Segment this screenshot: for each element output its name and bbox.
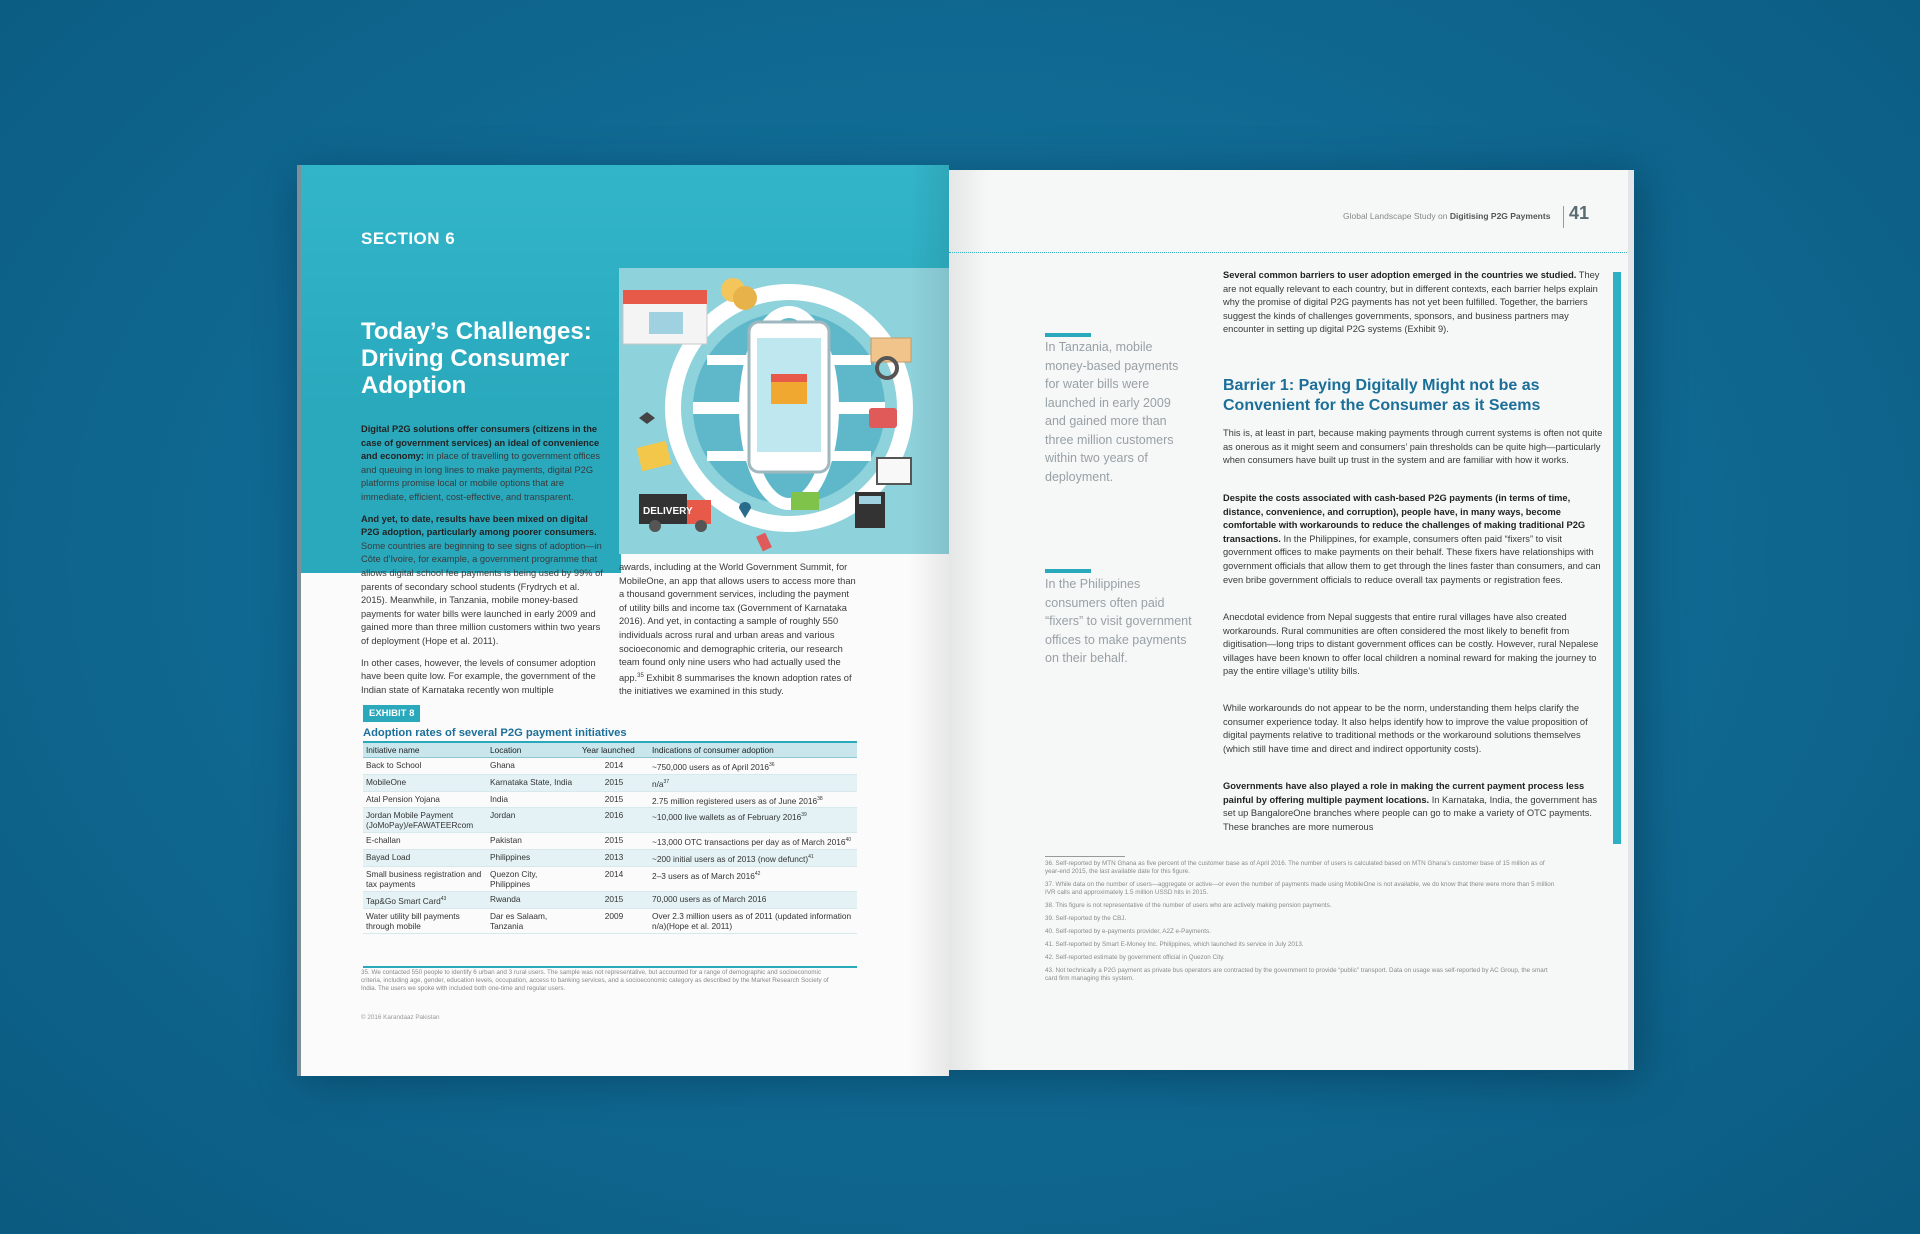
dotted-rule (949, 252, 1629, 253)
body-paragraph: While workarounds do not appear to be the norm, understanding them helps clarify the consumer experience today. It also helps identify how to improve the value proposition of digital payments relative to traditional methods or the workaround solutions themselves (which still have time and direct and indirect opportunity costs). (1223, 703, 1588, 754)
location: Pakistan (487, 833, 579, 850)
mobileone-paragraph: awards, including at the World Government Summit, for MobileOne, an app that allows users to access more than a thousand government services, including the payment of utility bills and income tax (Government of Karnataka 2016). And yet, in contacting a sample of roughly 550 individuals across rural and urban areas and various socioeconomic and demographic criteria, our research team found only nine users who had actually used the app. (619, 562, 856, 683)
header-divider (1563, 206, 1564, 228)
location: Dar es Salaam, Tanzania (487, 908, 579, 933)
column-header: Location (487, 742, 579, 758)
table-row (363, 808, 857, 833)
mixed-results-body: Some countries are beginning to see signs of adoption—in Côte d’Ivoire, for example, a government programme that allows digital school fee payments is being used by 99% of parents of secondary school students (Frydrych et al. 2015). Meanwhile, in Tanzania, mobile money-based payments for water bills were launched in early 2009 and gained more than three million customers within two years of deployment (Hope et al. 2011). (361, 540, 603, 646)
initiative-name: E-challan (363, 833, 487, 850)
table-row (363, 774, 857, 791)
footnote: 37. While data on the number of users—aggregate or active—or even the number of payments made using MobileOne is not available, we do know that there were more than 5 million IVR calls and approximately 1.5 million USSD hits in 2015. (1045, 881, 1555, 896)
title-line: Today’s Challenges: (361, 318, 592, 345)
adoption-indicator: ~10,000 live wallets as of February 2016$^{39}$ (649, 808, 857, 833)
body-paragraph: Anecdotal evidence from Nepal suggests that entire rural villages have also created workarounds. Rural communities are often considered the most likely to benefit from digitisation—long trips to distant government offices can be costly. However, rural Nepalese villages have been known to offer local children a nominal reward for making the journey to pay the entire village’s utility bills. (1223, 612, 1599, 677)
mail-icon (637, 441, 672, 472)
copyright: © 2016 Karandaaz Pakistan (361, 1014, 440, 1021)
left-page (297, 165, 949, 1076)
initiative-name: Jordan Mobile Payment (JoMoPay)/eFAWATEERcom (363, 808, 487, 833)
initiative-name: Small business registration and tax payments (363, 866, 487, 891)
page-number: 41 (1569, 203, 1590, 223)
initiative-name: Atal Pension Yojana (363, 791, 487, 808)
card-icon (869, 408, 897, 428)
pull-quote-bar (1045, 569, 1091, 573)
body-paragraph: Despite the costs associated with cash-based P2G payments (in terms of time, distance, convenience, and corruption), people have, in many ways, become comfortable with workarounds to reduce the challenges of making traditional P2G transactions. In the Philippines, for example, consumers often paid “fixers” to visit government offices to make payments on their behalf. These fixers have relationships with government officials that allow them to get through the lines faster than consumers, and can even bribe government officials to reduce overall tax payments or registration fees. (1223, 493, 1601, 585)
table-row (363, 866, 857, 891)
tag-icon (756, 533, 772, 552)
intro-lead: Digital P2G solutions offer consumers (citizens in the case of government services) an ideal of convenience and economy: (361, 424, 600, 462)
table-row (363, 791, 857, 808)
exhibit-tag: EXHIBIT 8 (363, 705, 420, 722)
adoption-indicator: Over 2.3 million users as of 2011 (updated information n/a)(Hope et al. 2011) (649, 908, 857, 933)
footnote: 36. Self-reported by MTN Ghana as five percent of the customer base as of April 2016. The number of users is calculated based on MTN Ghana’s customer base of 15 million as of year-end 2015, the last available date for this figure. (1045, 860, 1545, 875)
title-line: Adoption (361, 372, 467, 399)
title-line: Driving Consumer (361, 345, 570, 372)
pull-quote-bar (1045, 333, 1091, 337)
exhibit-reference: Exhibit 8 summarises the known adoption rates of the initiatives we examined in this study. (619, 672, 852, 697)
pull-quote: In Tanzania, mobile money-based payments for water bills were launched in early 2009 and gained more than three million customers within two years of deployment. (1045, 340, 1179, 484)
footnote: 43. Not technically a P2G payment as private bus operators are contracted by the government to provide “public” transport. Data on usage was self-reported by AC Group, the smart card firm managing this system. (1045, 967, 1548, 982)
table-row (363, 833, 857, 850)
intro-column (361, 423, 607, 697)
initiative-name: MobileOne (363, 774, 487, 791)
pull-quote: In the Philippines consumers often paid “fixers” to visit government offices to make payments on their behalf. (1045, 577, 1192, 665)
table-row (363, 758, 857, 775)
intro-body: in place of travelling to government offices and queuing in long lines to make payments, digital P2G platforms promise local or mobile options that are immediate, efficient, cost-effective, and transparent. (361, 451, 601, 502)
delivery-label: DELIVERY (643, 506, 693, 517)
table-row (363, 891, 857, 908)
globe-illustration (619, 268, 949, 554)
initiative-name: Bayad Load (363, 850, 487, 867)
year-launched: 2014 (579, 866, 649, 891)
spine-shadow (949, 170, 989, 1070)
location: Jordan (487, 808, 579, 833)
year-launched: 2016 (579, 808, 649, 833)
footnotes (1045, 860, 1555, 988)
adoption-indicator: 2–3 users as of March 2016$^{42}$ (649, 866, 857, 891)
adoption-indicator: ~750,000 users as of April 2016$^{36}$ (649, 758, 857, 775)
table-header-row (363, 742, 857, 758)
footnote: 38. This figure is not representative of the number of users who are actively making pension payments. (1045, 902, 1332, 909)
adoption-indicator: ~200 initial users as of 2013 (now defunct)$^{41}$ (649, 850, 857, 867)
year-launched: 2014 (579, 758, 649, 775)
footnote: 40. Self-reported by e-payments provider, A2Z e-Payments. (1045, 928, 1211, 935)
location: Ghana (487, 758, 579, 775)
location: Rwanda (487, 891, 579, 908)
right-page (949, 170, 1634, 1070)
table-row (363, 908, 857, 933)
table-bottom-rule (363, 966, 857, 968)
table-row (363, 850, 857, 867)
year-launched: 2015 (579, 833, 649, 850)
exhibit-title: Adoption rates of several P2G payment initiatives (363, 727, 627, 739)
initiative-name: Tap&Go Smart Card$^{43}$ (363, 891, 487, 908)
year-launched: 2015 (579, 791, 649, 808)
mixed-results-lead: And yet, to date, results have been mixed on digital P2G adoption, particularly among poorer consumers. (361, 513, 597, 538)
intro-paragraph: Several common barriers to user adoption emerged in the countries we studied. They are not equally relevant to each country, but in different contexts, each barrier helps explain why the promise of digital P2G payments has not yet been fulfilled. Together, the barriers suggest the kinds of challenges governments, sponsors, and business partners may encounter in setting up digital P2G systems (Exhibit 9). (1223, 270, 1600, 335)
barrier-heading: Barrier 1: Paying Digitally Might not be as Convenient for the Consumer as it Seems (1223, 377, 1541, 414)
shop-icon (771, 380, 807, 404)
year-launched: 2013 (579, 850, 649, 867)
location: India (487, 791, 579, 808)
margin-bar (1613, 272, 1621, 844)
basket-icon (877, 458, 911, 484)
adoption-indicator: 70,000 users as of March 2016 (649, 891, 857, 908)
second-column (619, 561, 857, 699)
initiative-name: Water utility bill payments through mobile (363, 908, 487, 933)
location: Quezon City, Philippines (487, 866, 579, 891)
adoption-indicator: ~13,000 OTC transactions per day as of March 2016$^{40}$ (649, 833, 857, 850)
year-launched: 2009 (579, 908, 649, 933)
year-launched: 2015 (579, 774, 649, 791)
gear-icon (639, 412, 655, 424)
footnote: 41. Self-reported by Smart E-Money Inc. Philippines, which launched its service in July 2013. (1045, 941, 1304, 948)
footnote-rule (1045, 856, 1125, 857)
footnote-ref: 35 (637, 672, 644, 679)
footnote: 35. We contacted 550 people to identify 6 urban and 3 rural users. The sample was not representative, but accounted for a range of demographic and socioeconomic criteria, including age, gender, education levels, occupation, access to banking services, and a socioeconomic category as described by the Market Research Society of India. The users we spoke with included both one-time and regular users. (361, 969, 829, 992)
globe-illustration-graphic (619, 268, 949, 554)
column-header: Year launched (579, 742, 649, 758)
adoption-indicator: 2.75 million registered users as of June 2016$^{38}$ (649, 791, 857, 808)
location: Karnataka State, India (487, 774, 579, 791)
page-title (361, 318, 601, 399)
low-adoption-paragraph: In other cases, however, the levels of consumer adoption have been quite low. For example, the government of the Indian state of Karnataka recently won multiple (361, 657, 596, 695)
column-header: Indications of consumer adoption (649, 742, 857, 758)
year-launched: 2015 (579, 891, 649, 908)
column-header: Initiative name (363, 742, 487, 758)
location: Philippines (487, 850, 579, 867)
initiative-name: Back to School (363, 758, 487, 775)
running-header: Global Landscape Study on Digitising P2G Payments (1343, 211, 1551, 221)
adoption-table (363, 741, 857, 934)
footnote: 39. Self-reported by the CBJ. (1045, 915, 1127, 922)
adoption-indicator: $n/a^{37}$ (649, 774, 857, 791)
footnote: 42. Self-reported estimate by government official in Quezon City. (1045, 954, 1225, 961)
cash-icon (791, 492, 819, 510)
body-paragraph: This is, at least in part, because making payments through current systems is often not quite as onerous as it might seem and consumers’ pain thresholds can be quite high—particularly when consumers have built up trust in the system and are familiar with how it works. (1223, 428, 1603, 466)
body-paragraph: Governments have also played a role in making the current payment process less painful by offering multiple payment locations. In Karnataka, India, the government has set up BangaloreOne branches where people can go to make a variety of OTC payments. These branches are more numerous (1223, 781, 1598, 832)
section-label: SECTION 6 (361, 229, 456, 248)
